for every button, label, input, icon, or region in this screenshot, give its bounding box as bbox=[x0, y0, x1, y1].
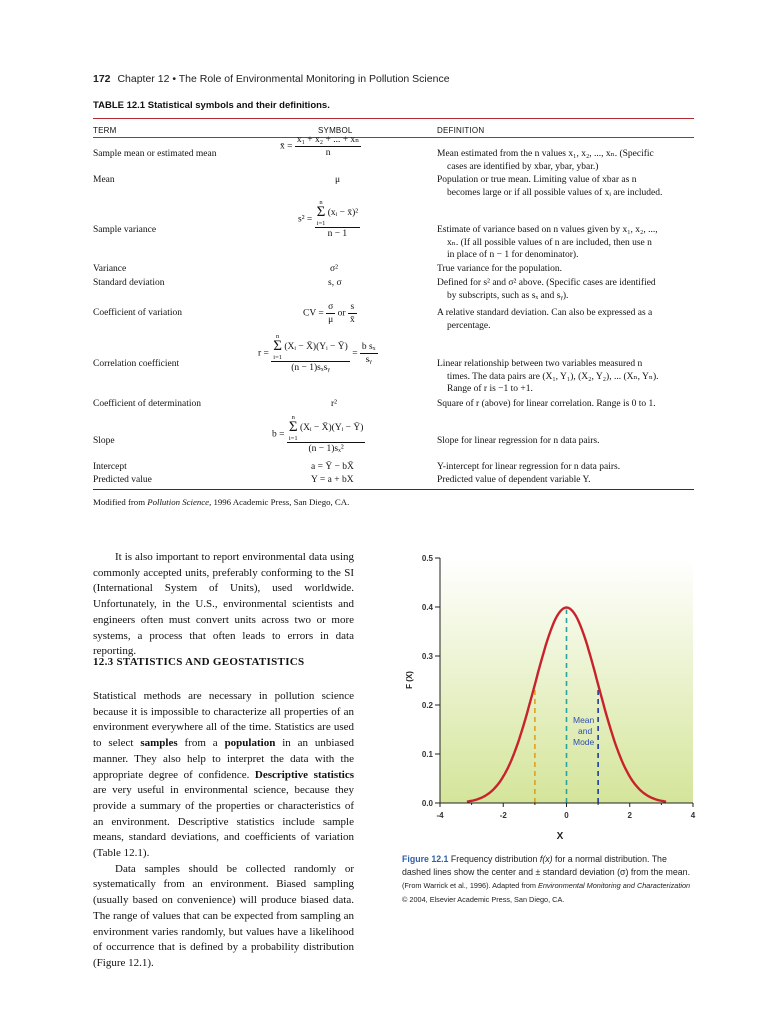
figure-caption bbox=[402, 853, 694, 906]
term-samples: samples bbox=[140, 737, 178, 750]
term-intercept: Intercept bbox=[93, 462, 127, 472]
def-correlation-coefficient bbox=[437, 358, 699, 396]
term-correlation-coefficient: Correlation coefficient bbox=[93, 359, 180, 369]
page-number: 172 bbox=[93, 73, 111, 85]
def-line: Predicted value of dependent variable Y. bbox=[437, 475, 591, 485]
text-run: are very useful in environmental science, because they provide a summary of the properties or characteristics of an environment. Descriptive statistics include sample means, standard deviations, and coefficients of variation (Table 12.1). bbox=[93, 784, 354, 860]
def-slope bbox=[437, 435, 699, 448]
def-line: Estimate of variance based on n values given by x₁, x₂, ..., bbox=[437, 225, 658, 235]
caption-publisher: © 2004, Elsevier Academic Press, San Diego, CA. bbox=[402, 894, 565, 904]
term-descriptive-statistics: Descriptive statistics bbox=[254, 768, 354, 781]
table-bottom-rule bbox=[93, 489, 694, 490]
section-heading: 12.3 STATISTICS AND GEOSTATISTICS bbox=[93, 656, 305, 668]
table-top-rule bbox=[93, 118, 694, 119]
term-sample-variance: Sample variance bbox=[93, 225, 157, 235]
def-line: becomes large or if all possible values of xᵢ are included. bbox=[447, 187, 663, 198]
col-head-definition: DEFINITION bbox=[437, 126, 485, 135]
figure-normal-distribution bbox=[400, 548, 700, 844]
footnote-suffix: , 1996 Academic Press, San Diego, CA. bbox=[209, 497, 350, 507]
symbol-sample-mean: x̄ = $\frac{\text{x₁ + x₂ + ... + xₙ}}{n}$ bbox=[280, 135, 360, 158]
def-line: Y-intercept for linear regression for n data pairs. bbox=[437, 462, 621, 472]
x-tick-label: 4 bbox=[690, 811, 696, 820]
def-line: by subscripts, such as sₓ and sᵧ). bbox=[447, 290, 569, 301]
term-predicted-value: Predicted value bbox=[93, 475, 152, 485]
y-tick-label: 0.1 bbox=[421, 750, 433, 759]
text-run: in an unbiased manner. They also help to interpret the data with the appropriate degree of confidence. bbox=[93, 737, 354, 781]
def-line: Defined for s² and σ² above. (Specific cases are identified bbox=[437, 278, 656, 288]
def-line: True variance for the population. bbox=[437, 264, 562, 274]
caption-text: Frequency distribution bbox=[448, 854, 540, 864]
def-line: Slope for linear regression for n data pairs. bbox=[437, 436, 600, 446]
text-run: Statistical methods are necessary in pollution science because it is impossible to characterize all properties of an environment everywhere all of the time. Statistics are used to select bbox=[93, 690, 354, 750]
paragraph-text: It is also important to report environmental data using commonly accepted units, preferably conforming to the SI (International System of Units), used worldwide. Unfortunately, in the U.S., environmental scientists and engineers often must convert units across two or more systems, a process that often leads to errors in data reporting. bbox=[93, 551, 354, 658]
caption-fx: f(x) bbox=[539, 854, 553, 864]
annotation-mode: Mode bbox=[573, 737, 595, 747]
def-line: Mean estimated from the n values x₁, x₂, ..., xₙ. (Specific bbox=[437, 149, 654, 159]
symbol-standard-deviation: s, σ bbox=[328, 278, 342, 288]
def-line: Range of r is −1 to +1. bbox=[447, 384, 533, 394]
def-standard-deviation bbox=[437, 277, 699, 302]
text-run: from a bbox=[177, 737, 225, 750]
footnote-source: Pollution Science bbox=[147, 497, 210, 507]
x-tick-label: -2 bbox=[499, 811, 507, 820]
symbol-slope: b = n Σ i=1 (Xᵢ − X̄)(Yᵢ − Ȳ) (n − 1)sₓ² bbox=[272, 414, 364, 454]
paragraph-units bbox=[93, 550, 354, 660]
y-tick-label: 0.5 bbox=[421, 554, 433, 563]
def-line: Linear relationship between two variables measured n bbox=[437, 359, 643, 369]
table-footnote bbox=[93, 497, 349, 507]
annotation-and: and bbox=[578, 726, 593, 736]
caption-source: (From Warrick et al., 1996). Adapted from bbox=[402, 881, 538, 891]
table-header-rule bbox=[93, 137, 694, 138]
y-tick-label: 0.0 bbox=[421, 799, 433, 808]
def-sample-variance bbox=[437, 224, 699, 262]
def-coefficient-of-variation bbox=[437, 307, 699, 332]
symbol-predicted-value: Y = a + bX bbox=[311, 475, 354, 485]
def-mean bbox=[437, 174, 699, 199]
y-axis-label: F (X) bbox=[405, 671, 414, 689]
table-title: TABLE 12.1 Statistical symbols and their definitions. bbox=[93, 100, 330, 111]
term-variance: Variance bbox=[93, 264, 127, 274]
def-variance bbox=[437, 263, 699, 276]
term-slope: Slope bbox=[93, 436, 115, 446]
def-coefficient-of-determination bbox=[437, 398, 699, 411]
symbol-mean: μ bbox=[335, 175, 341, 185]
x-axis-label: X bbox=[556, 831, 564, 842]
term-coefficient-of-determination: Coefficient of determination bbox=[93, 399, 201, 409]
running-head bbox=[93, 73, 450, 85]
symbol-variance: σ² bbox=[330, 264, 338, 274]
symbol-correlation-coefficient: r = n Σ i=1 (Xᵢ − X̄)(Yᵢ − Ȳ) (n − 1)sₓsᵧ = $\frac{\text{b sₓ}}{\text{sᵧ}}$ bbox=[258, 333, 376, 373]
symbol-coefficient-of-determination: r² bbox=[331, 399, 338, 409]
def-line: A relative standard deviation. Can also be expressed as a bbox=[437, 308, 653, 318]
def-line: cases are identified by xbar, ybar, ybar.) bbox=[447, 161, 599, 172]
y-tick-label: 0.3 bbox=[421, 652, 433, 661]
def-line: Population or true mean. Limiting value of xbar as n bbox=[437, 175, 637, 185]
term-coefficient-of-variation: Coefficient of variation bbox=[93, 308, 182, 318]
def-predicted-value bbox=[437, 474, 699, 487]
symbol-intercept: a = Ȳ − bX̄ bbox=[311, 462, 354, 472]
caption-label: Figure 12.1 bbox=[402, 854, 449, 864]
y-tick-label: 0.4 bbox=[421, 603, 433, 612]
caption-book-title: Environmental Monitoring and Characterization bbox=[537, 881, 691, 891]
def-line: in place of n − 1 for denominator). bbox=[447, 250, 579, 260]
term-sample-mean: Sample mean or estimated mean bbox=[93, 149, 217, 159]
x-tick-label: 2 bbox=[627, 811, 632, 820]
caption-text: for a normal distribution. The dashed lines show the center and ± standard deviation (σ) from the mean. bbox=[402, 854, 691, 878]
col-head-symbol: SYMBOL bbox=[318, 126, 353, 135]
running-title: Chapter 12 • The Role of Environmental Monitoring in Pollution Science bbox=[117, 73, 450, 85]
def-sample-mean bbox=[437, 148, 699, 173]
paragraph-statistics bbox=[93, 689, 354, 972]
def-line: percentage. bbox=[447, 320, 491, 331]
x-tick-label: -4 bbox=[436, 811, 444, 820]
footnote-prefix: Modified from bbox=[93, 497, 148, 507]
def-line: xₙ. (If all possible values of n are included, then use n bbox=[447, 237, 652, 248]
def-line: times. The data pairs are (X₁, Y₁), (X₂, Y₂), ... (Xₙ, Yₙ). bbox=[447, 371, 659, 382]
y-tick-label: 0.2 bbox=[421, 701, 433, 710]
symbol-sample-variance: s² = n Σ i=1 (xᵢ − x̄)² n − 1 bbox=[298, 199, 359, 239]
def-line: Square of r (above) for linear correlation. Range is 0 to 1. bbox=[437, 399, 656, 409]
paragraph-sampling: Data samples should be collected randomly or systematically from an environment. Biased sampling (usually based on convenience) will produce biased data. The range of values that can be expected from sampling an environment varies randomly, but values have a likelihood of occurrence that is defined by a probability distribution (Figure 12.1). bbox=[93, 862, 354, 969]
x-tick-label: 0 bbox=[564, 811, 569, 820]
annotation-mean: Mean bbox=[573, 715, 595, 725]
col-head-term: TERM bbox=[93, 126, 117, 135]
term-population: population bbox=[224, 737, 276, 750]
def-intercept bbox=[437, 461, 699, 474]
term-standard-deviation: Standard deviation bbox=[93, 278, 165, 288]
symbol-coefficient-of-variation: CV = $\frac{\sigma}{\mu}$ or $\frac{s}{x̄}$ bbox=[303, 302, 355, 325]
term-mean: Mean bbox=[93, 175, 115, 185]
